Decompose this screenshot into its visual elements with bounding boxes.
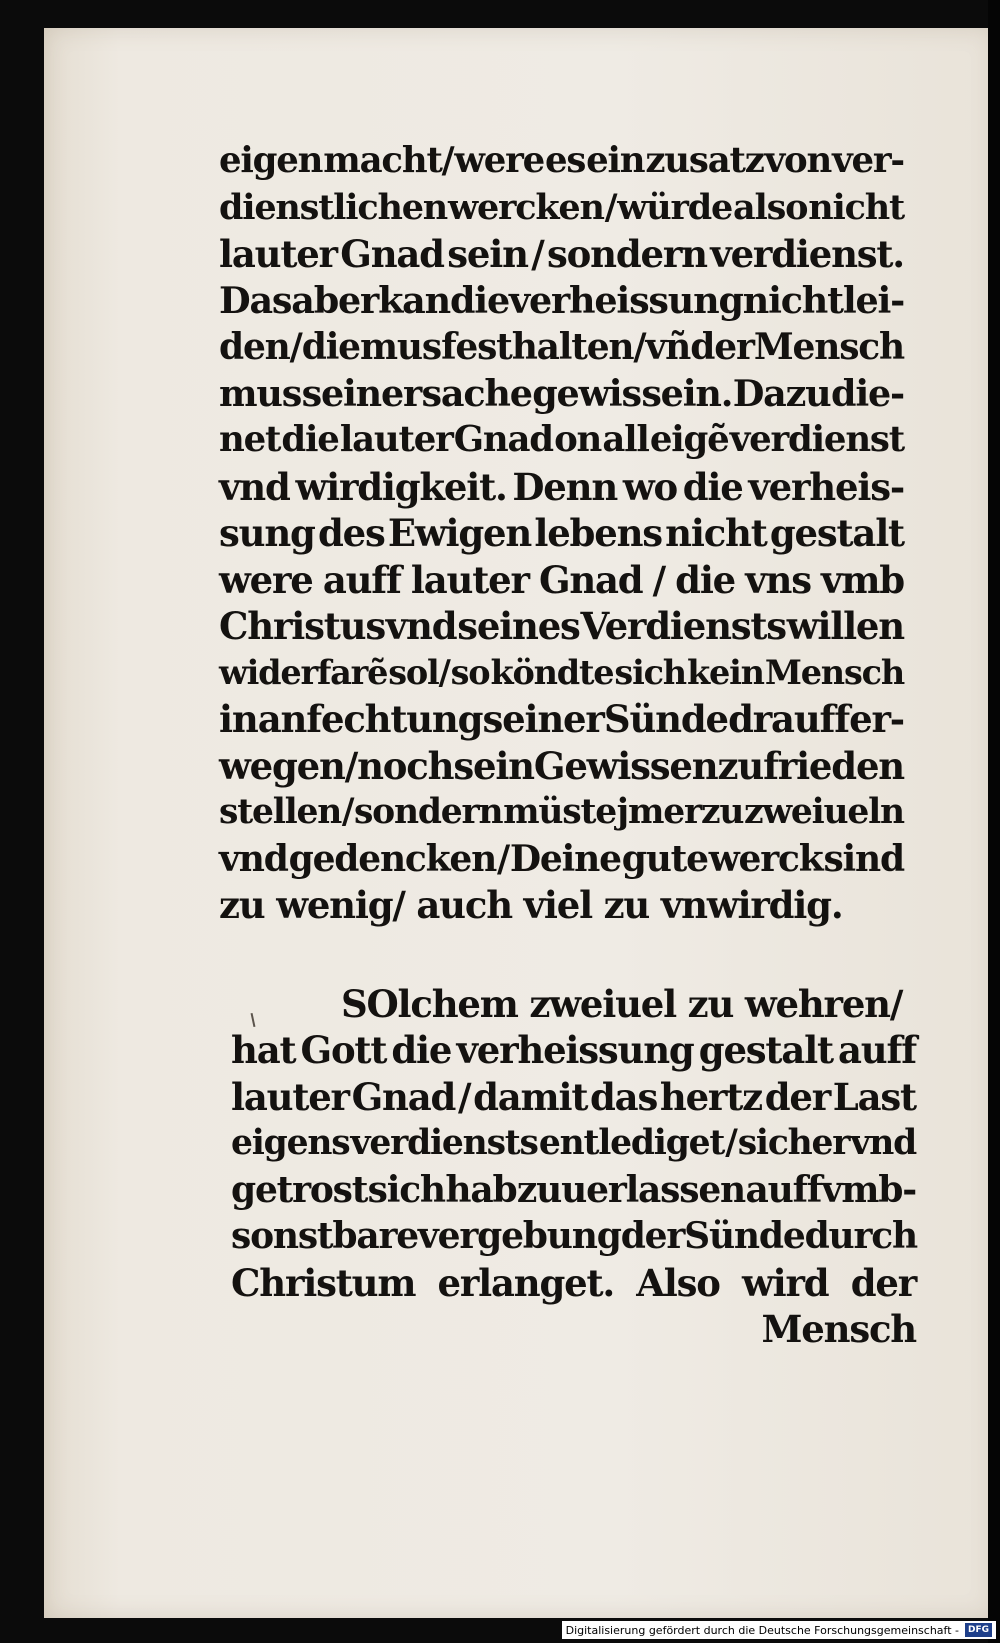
- text-line: vnd gedencken / Deine gute werck sind: [219, 837, 904, 880]
- text-line: Das aber kan die verheissung nicht lei-: [219, 278, 905, 322]
- text-line: mus seiner sache gewis sein. Dazu die-: [219, 371, 904, 415]
- page-text: [219, 138, 917, 1353]
- dfg-logo: DFG: [965, 1623, 992, 1637]
- text-line: den/ die mus fest halten/ vñ der Mensch: [219, 326, 904, 368]
- paragraph-1: [219, 138, 904, 929]
- text-line: hat Gott die verheissung gestalt auff: [231, 1028, 916, 1072]
- text-line: wegen / noch sein Gewissen zu frieden: [219, 743, 904, 788]
- text-line: Christus vnd seines Verdiensts willen: [219, 604, 904, 648]
- text-line: eigens verdiensts entlediget / sicher vnd: [231, 1123, 916, 1163]
- digitization-footer: [562, 1621, 996, 1639]
- page-edge: [988, 0, 1000, 1643]
- text-line: sonstbare vergebung der Sünde durch: [231, 1215, 917, 1257]
- text-line: eigen macht/ were es ein zusatz von ver-: [219, 140, 904, 181]
- text-line: were auff lauter Gnad / die vns vmb: [219, 557, 904, 602]
- text-line-initial: SOlchem zweiuel zu wehren/: [341, 981, 903, 1026]
- text-line: vnd wirdigkeit. Denn wo die verheis-: [219, 464, 904, 509]
- text-line: stellen / sondern müste jmerzu zweiueln: [219, 792, 904, 832]
- text-line: lauter Gnad / damit das hertz der Last: [231, 1074, 916, 1119]
- text-line: net die lauter Gnad on all eigẽ verdienst: [219, 419, 904, 460]
- book-page: [44, 28, 994, 1618]
- text-line: getrost sich hab zuuerlassen auff vmb-: [231, 1168, 916, 1211]
- text-line: Christum erlanget. Also wird der: [231, 1260, 916, 1305]
- text-line: dienstlichen wercken / würde also nicht: [219, 186, 904, 228]
- text-line: widerfarẽ sol/ so köndte sich kein Mensch: [219, 652, 904, 692]
- paragraph-2: [231, 981, 916, 1353]
- text-line: lauter Gnad sein / sondern verdienst.: [219, 232, 904, 276]
- text-line-last: zu wenig/ auch viel zu vnwirdig.: [219, 883, 843, 927]
- catchword: Mensch: [761, 1307, 916, 1351]
- text-line: sung des Ewigen lebens nicht gestalt: [219, 511, 904, 555]
- text-line: in anfechtung seiner Sünde drauff er-: [219, 697, 904, 741]
- footer-text: Digitalisierung gefördert durch die Deutsche Forschungsgemeinschaft -: [565, 1623, 959, 1637]
